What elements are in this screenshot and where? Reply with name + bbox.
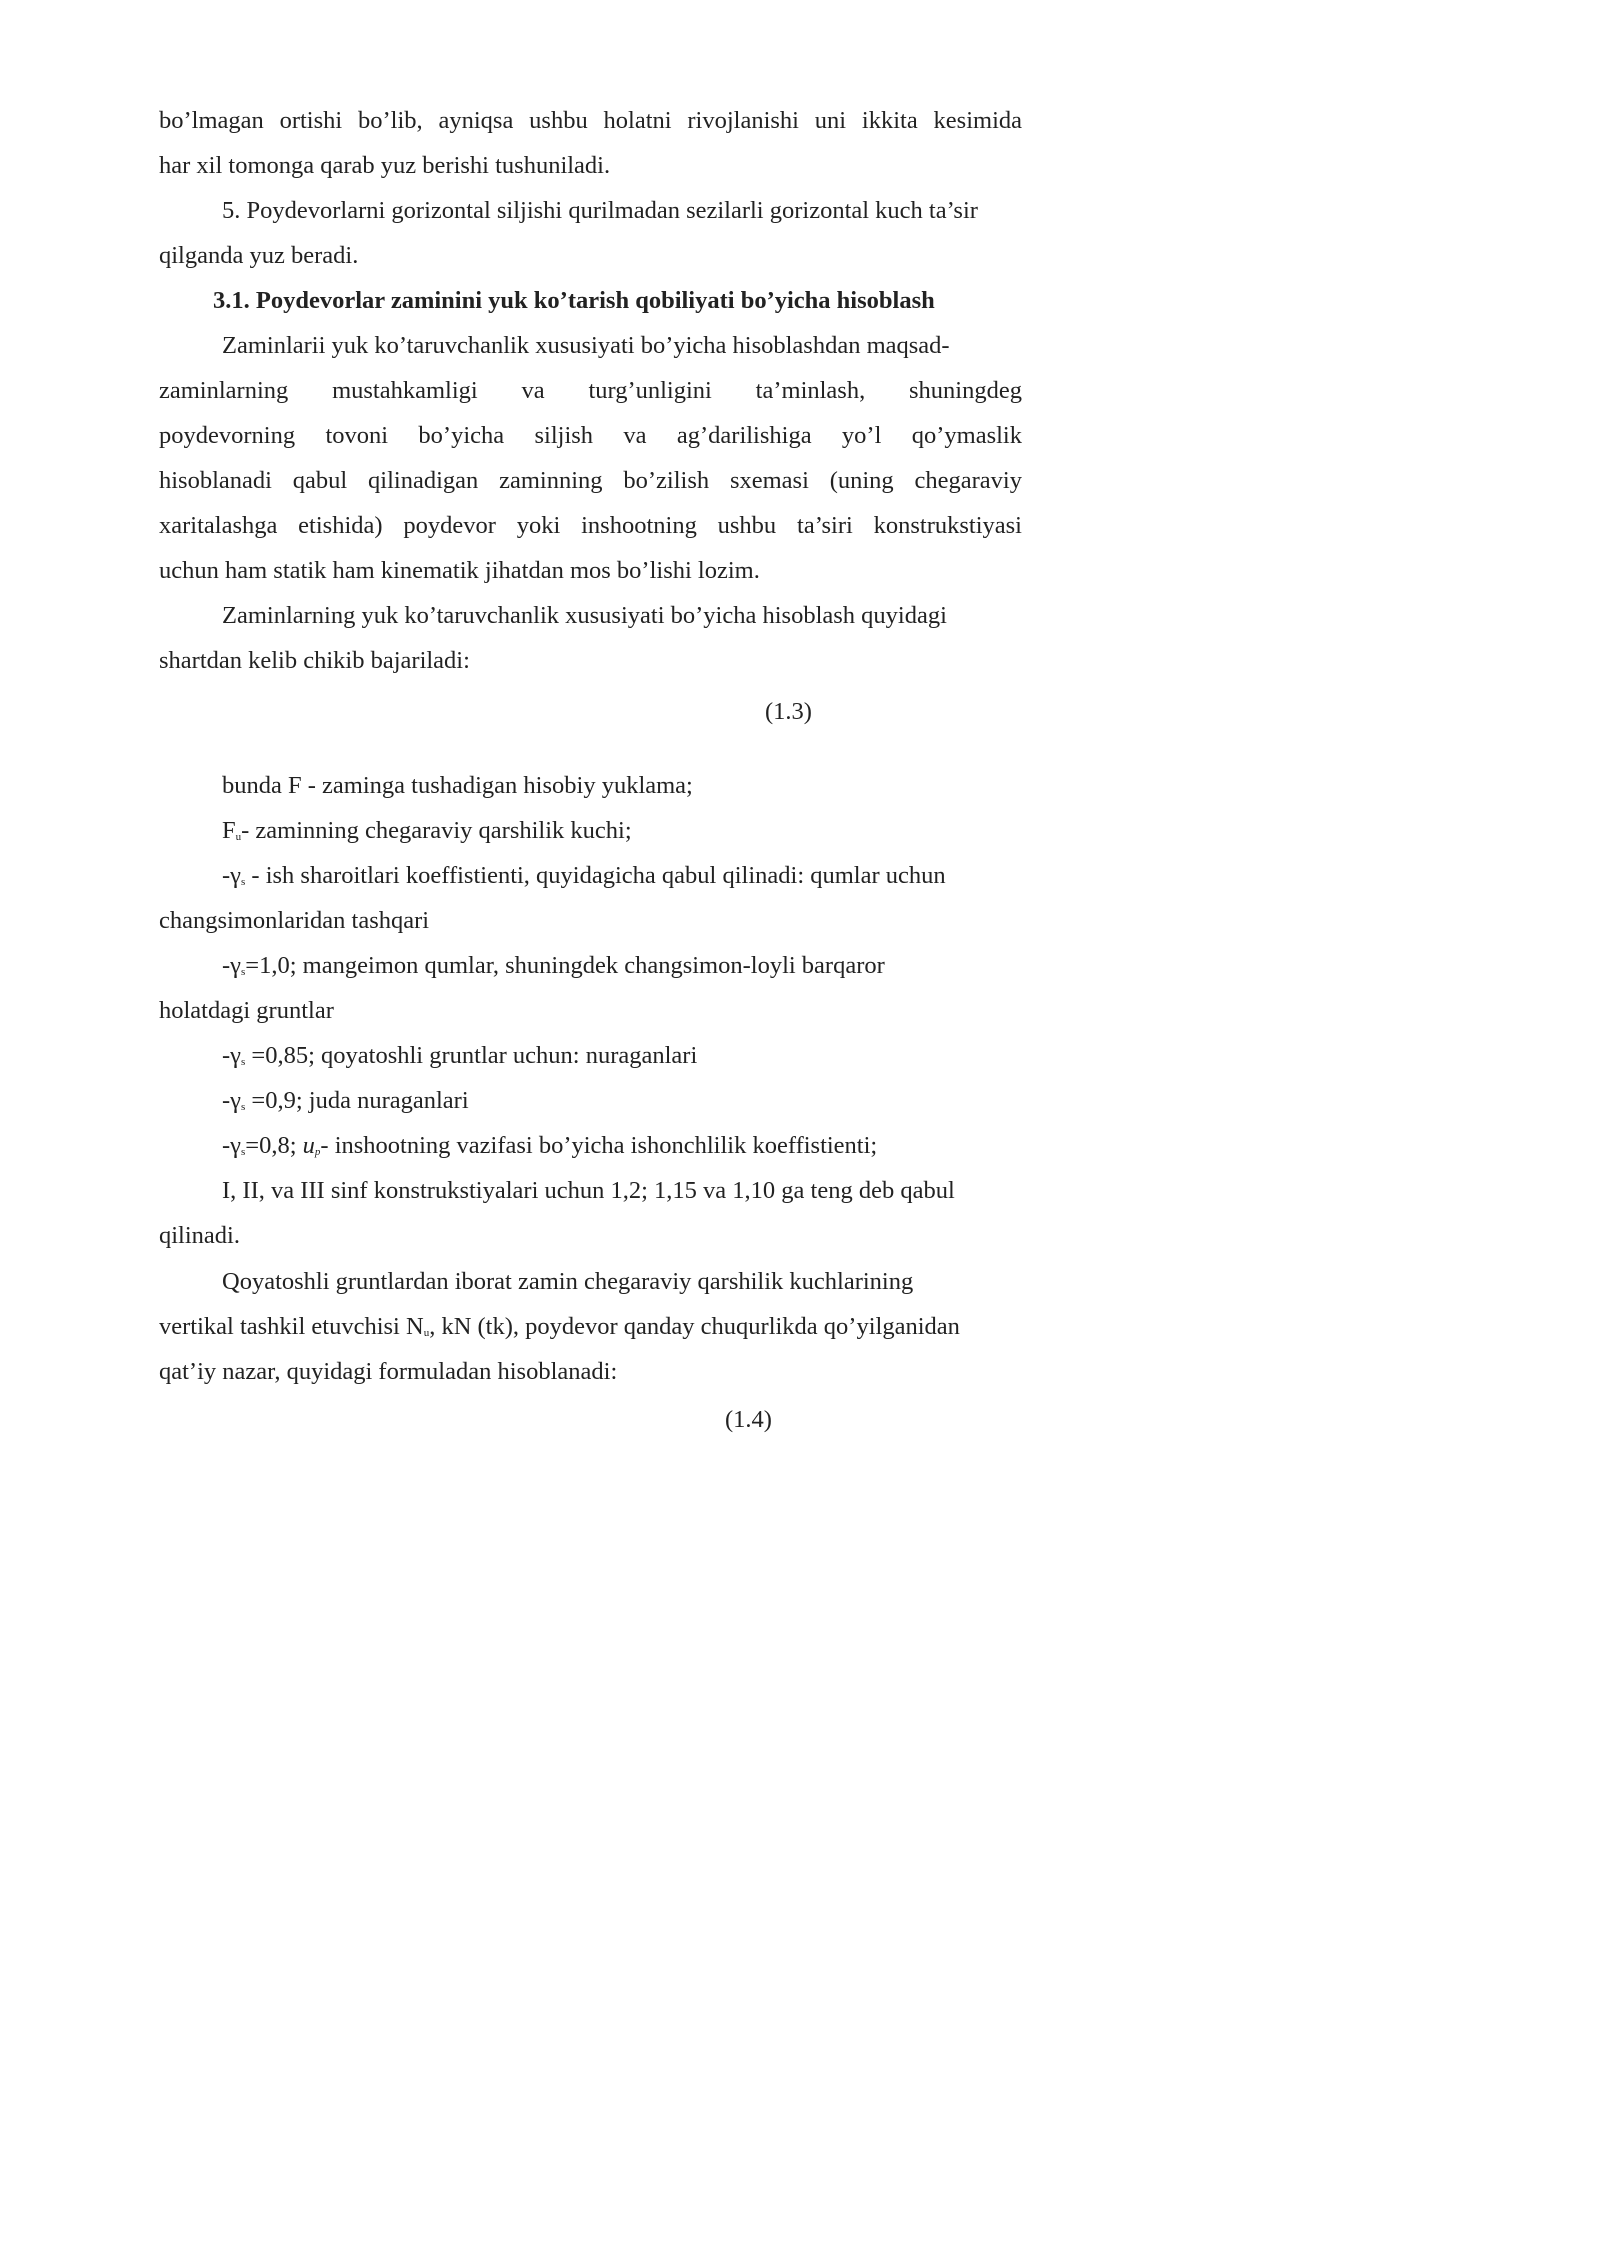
- line-text: =0,8;: [245, 1132, 303, 1159]
- line-text: =0,85; qoyatoshli gruntlar uchun: nuraganlari: [245, 1042, 698, 1069]
- paragraph-line: uchun ham statik ham kinematik jihatdan mos bo’lishi lozim.: [159, 557, 760, 584]
- symbol-text: u: [302, 1132, 315, 1159]
- symbol-text: -γ: [222, 1087, 241, 1114]
- line-text: =1,0; mangeimon qumlar, shuningdek changsimon-loyli barqaror: [245, 952, 885, 979]
- paragraph-line: changsimonlaridan tashqari: [159, 907, 430, 934]
- subscript: s: [241, 876, 246, 888]
- paragraph-line: 5. Poydevorlarni gorizontal siljishi qurilmadan sezilarli gorizontal kuch ta’sir: [222, 197, 978, 224]
- subscript: p: [314, 1146, 321, 1158]
- subscript: u: [235, 831, 242, 843]
- paragraph-line: Zaminlarning yuk ko’taruvchanlik xususiyati bo’yicha hisoblash quyidagi: [222, 602, 947, 629]
- symbol-text: -γ: [222, 952, 241, 979]
- paragraph-line: qilganda yuz beradi.: [159, 242, 359, 269]
- paragraph-line: bo’lmagan ortishi bo’lib, ayniqsa ushbu holatni rivojlanishi uni ikkita kesimida: [159, 107, 1022, 134]
- equation-number: (1.4): [725, 1406, 772, 1433]
- document-page: [0, 0, 1102, 1559]
- line-text: =0,9; juda nuraganlari: [245, 1087, 469, 1114]
- symbol-text: -γ: [222, 1132, 241, 1159]
- paragraph-line: I, II, va III sinf konstrukstiyalari uchun 1,2; 1,15 va 1,10 ga teng deb qabul: [222, 1177, 955, 1204]
- paragraph-line: Zaminlarii yuk ko’taruvchanlik xususiyati bo’yicha hisoblashdan maqsad-: [222, 332, 950, 359]
- paragraph-line: shartdan kelib chikib bajariladi:: [159, 647, 470, 674]
- paragraph-line: [222, 1041, 697, 1071]
- paragraph-line: [222, 816, 632, 846]
- subscript: s: [241, 1146, 246, 1158]
- paragraph-line: hisoblanadi qabul qilinadigan zaminning bo’zilish sxemasi (uning chegaraviy: [159, 467, 1022, 494]
- subscript: s: [241, 966, 246, 978]
- line-text: vertikal tashkil etuvchisi N: [159, 1313, 424, 1340]
- paragraph-line: qilinadi.: [159, 1222, 240, 1249]
- paragraph-line: [222, 861, 946, 891]
- subscript: u: [423, 1327, 430, 1339]
- symbol-text: F: [222, 817, 236, 844]
- paragraph-line: xaritalashga etishida) poydevor yoki inshootning ushbu ta’siri konstrukstiyasi: [159, 512, 1022, 539]
- subscript: s: [241, 1101, 246, 1113]
- subscript: s: [241, 1056, 246, 1068]
- symbol-text: -γ: [222, 1042, 241, 1069]
- paragraph-line: [222, 1131, 877, 1161]
- paragraph-line: bunda F - zaminga tushadigan hisobiy yuklama;: [222, 772, 693, 799]
- line-text: - zaminning chegaraviy qarshilik kuchi;: [241, 817, 632, 844]
- line-text: , kN (tk), poydevor qanday chuqurlikda qo’yilganidan: [429, 1313, 960, 1340]
- equation-number: (1.3): [765, 698, 812, 725]
- paragraph-line: har xil tomonga qarab yuz berishi tushuniladi.: [159, 152, 611, 179]
- paragraph-line: zaminlarning mustahkamligi va turg’unligini ta’minlash, shuningdeg: [159, 377, 1022, 404]
- paragraph-line: [222, 1086, 469, 1116]
- symbol-text: -γ: [222, 862, 241, 889]
- line-text: - ish sharoitlari koeffistienti, quyidagicha qabul qilinadi: qumlar uchun: [245, 862, 946, 889]
- paragraph-line: holatdagi gruntlar: [159, 997, 334, 1024]
- paragraph-line: qat’iy nazar, quyidagi formuladan hisoblanadi:: [159, 1358, 618, 1385]
- paragraph-line: poydevorning tovoni bo’yicha siljish va ag’darilishiga yo’l qo’ymaslik: [159, 422, 1022, 449]
- line-text: - inshootning vazifasi bo’yicha ishonchlilik koeffistienti;: [320, 1132, 878, 1159]
- section-heading: 3.1. Poydevorlar zaminini yuk ko’tarish qobiliyati bo’yicha hisoblash: [213, 287, 935, 314]
- paragraph-line: [159, 1312, 960, 1342]
- paragraph-line: Qoyatoshli gruntlardan iborat zamin chegaraviy qarshilik kuchlarining: [222, 1268, 914, 1295]
- paragraph-line: [222, 951, 885, 981]
